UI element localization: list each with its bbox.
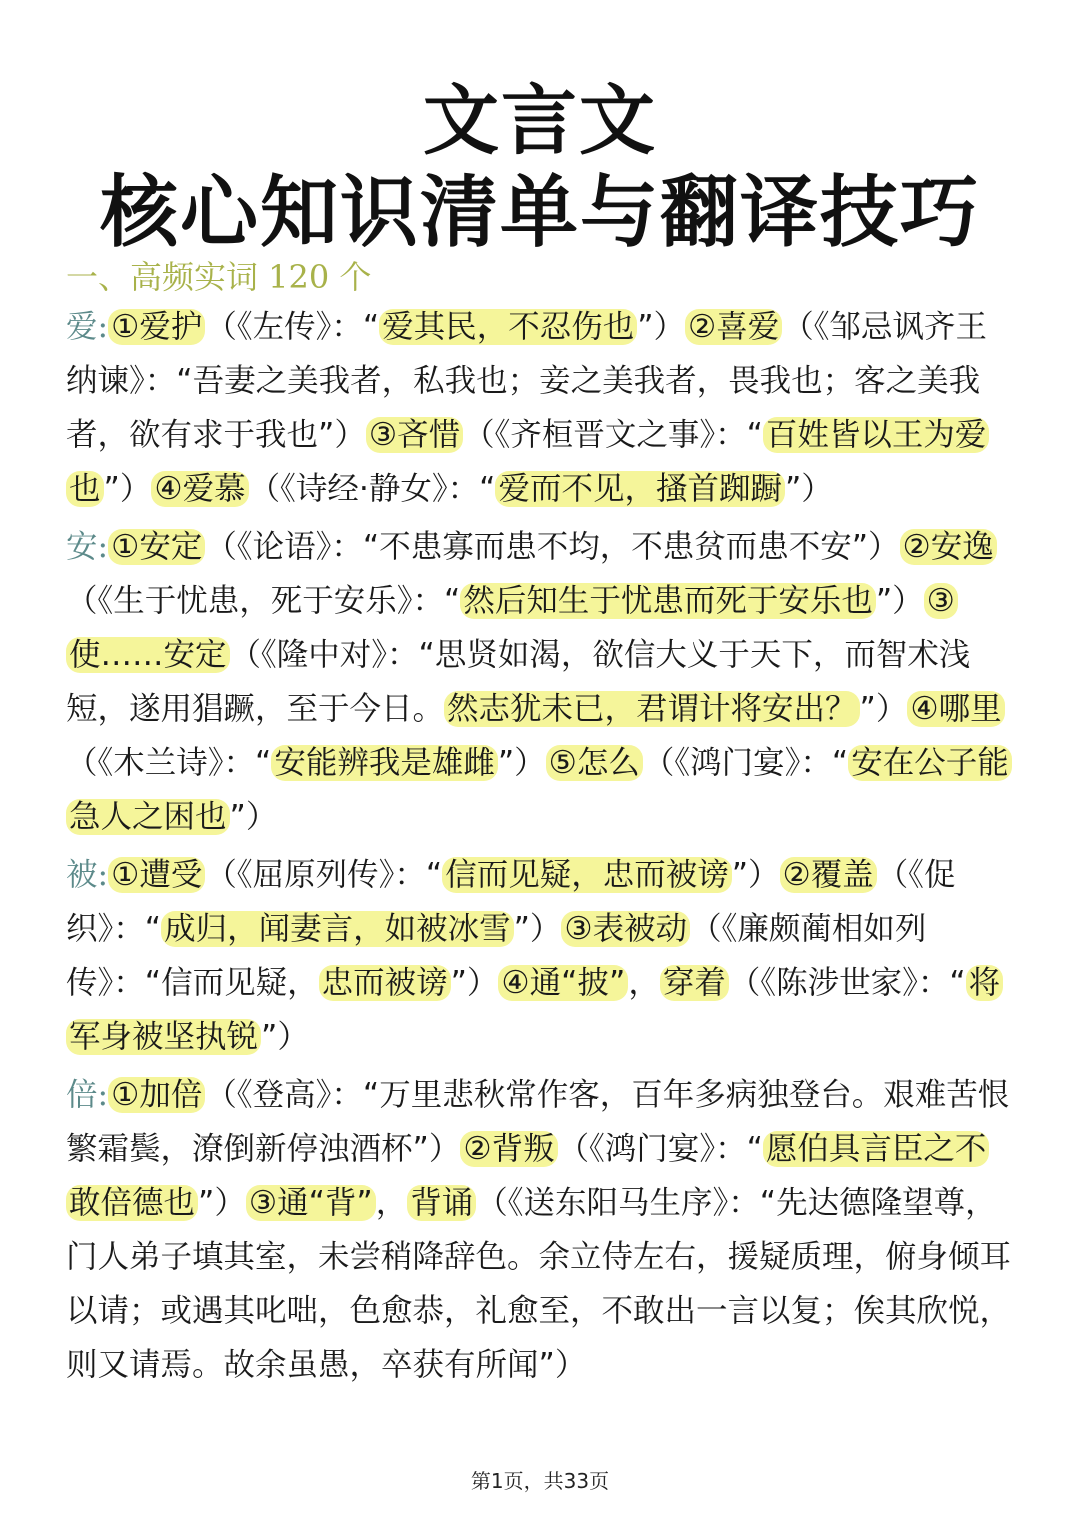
entry-text: ”）	[103, 471, 152, 507]
highlighted-text: ③吝惜	[366, 417, 463, 453]
entry-text: （《论语》：“不患寡而患不均，不患贫而患不安”）	[205, 529, 900, 565]
entry-head-word: 被:	[66, 857, 109, 893]
highlighted-text: ②喜爱	[685, 309, 782, 345]
highlighted-text: 安在公子能急人之困也	[66, 745, 1012, 835]
entry-text: ”）	[497, 745, 546, 781]
highlighted-text: ①遭受	[108, 857, 205, 893]
entry-head-word: 安:	[66, 529, 109, 565]
highlighted-text: 百姓皆以王为爱也	[66, 417, 989, 507]
entry-text: （《隆中对》：“思贤如渴，欲信大义于天下，而智术浅短，遂用猖蹶，至于今日。	[66, 637, 971, 727]
highlighted-text: ①爱护	[108, 309, 205, 345]
highlighted-text: ③表被动	[561, 911, 690, 947]
page-title-line1: 文言文	[423, 76, 657, 165]
entry-text: （《生于忧患，死于安乐》：“	[66, 583, 461, 619]
highlighted-text: 爱而不见，搔首踟蹰	[495, 471, 785, 507]
entry-2	[66, 520, 1016, 844]
entry-text: ”）	[875, 583, 924, 619]
highlighted-text: ⑤怎么	[546, 745, 643, 781]
entry-text: （《促织》：“	[66, 857, 956, 947]
entry-text: ”）	[198, 1185, 246, 1221]
highlighted-text: ③通“背”	[246, 1185, 376, 1221]
entry-4	[66, 1068, 1016, 1392]
highlighted-text: 忠而被谤	[319, 965, 451, 1001]
entry-text: （《廉颇蔺相如列传》：“信而见疑，	[66, 911, 927, 1001]
highlighted-text: 信而见疑，忠而被谤	[442, 857, 732, 893]
entry-text: ”）	[261, 1019, 309, 1055]
entry-head-word: 倍:	[66, 1077, 109, 1113]
entry-text: （《邹忌讽齐王纳谏》：“吾妻之美我者，私我也；妾之美我者，畏我也；客之美我者，欲有求于我也”）	[66, 309, 988, 453]
entry-head-word: 爱:	[66, 309, 109, 345]
highlighted-text: 将军身被坚执锐	[66, 965, 1003, 1055]
entry-text: （《陈涉世家》：“	[728, 965, 966, 1001]
highlighted-text: 背诵	[407, 1185, 476, 1221]
entry-text: ，	[375, 1185, 408, 1221]
entry-text: ”）	[859, 691, 908, 727]
highlighted-text: 安能辨我是雄雌	[271, 745, 498, 781]
entry-text: （《送东阳马生序》：“先达德隆望尊，门人弟子填其室，未尝稍降辞色。余立侍左右，援疑质理，俯身倾耳以请；或遇其叱咄，色愈恭，礼愈至，不敢出一言以复；俟其欣悦，则又请焉。故余虽愚，卒获有所闻”）	[66, 1185, 1012, 1383]
entry-text: （《齐桓晋文之事》：“	[463, 417, 763, 453]
entry-text: ，	[628, 965, 660, 1001]
highlighted-text: 然志犹未已，君谓计将安出？	[444, 691, 860, 727]
entry-text: （《木兰诗》：“	[66, 745, 272, 781]
section-heading: 一、高频实词 120 个	[66, 258, 372, 296]
page-title-line2: 核心知识清单与翻译技巧	[99, 168, 980, 258]
word-entries	[66, 300, 1016, 1396]
entry-text: （《鸿门宴》：“	[642, 745, 849, 781]
entry-text: （《鸿门宴》：“	[557, 1131, 763, 1167]
entry-text: ”）	[731, 857, 780, 893]
highlighted-text: ④通“披”	[498, 965, 628, 1001]
page-number-footer: 第1页，共33页	[470, 1469, 610, 1493]
highlighted-text: ②覆盖	[780, 857, 877, 893]
entry-text: ”）	[229, 799, 278, 835]
entry-text: （《左传》：“	[205, 309, 380, 345]
entry-text: ”）	[450, 965, 499, 1001]
entry-text: （《登高》：“万里悲秋常作客，百年多病独登台。艰难苦恨繁霜鬓，潦倒新停浊酒杯”）	[66, 1077, 1010, 1167]
highlighted-text: ④爱慕	[151, 471, 248, 507]
highlighted-text: 愿伯具言臣之不敢倍德也	[66, 1131, 989, 1221]
highlighted-text: 成归，闻妻言，如被冰雪	[161, 911, 514, 947]
highlighted-text: ①加倍	[108, 1077, 205, 1113]
highlighted-text: ②背叛	[460, 1131, 557, 1167]
highlighted-text: 穿着	[660, 965, 729, 1001]
entry-text: （《屈原列传》：“	[205, 857, 443, 893]
entry-text: ”）	[513, 911, 562, 947]
entry-1	[66, 300, 1016, 516]
entry-3	[66, 848, 1016, 1064]
highlighted-text: ②安逸	[900, 529, 997, 565]
highlighted-text: 爱其民，不忍伤也	[379, 309, 637, 345]
entry-text: （《诗经·静女》：“	[248, 471, 496, 507]
highlighted-text: ①安定	[108, 529, 205, 565]
highlighted-text: ③使……安定	[66, 583, 958, 673]
entry-text: ”）	[637, 309, 686, 345]
highlighted-text: ④哪里	[907, 691, 1004, 727]
entry-text: ”）	[784, 471, 833, 507]
highlighted-text: 然后知生于忧患而死于安乐也	[460, 583, 876, 619]
